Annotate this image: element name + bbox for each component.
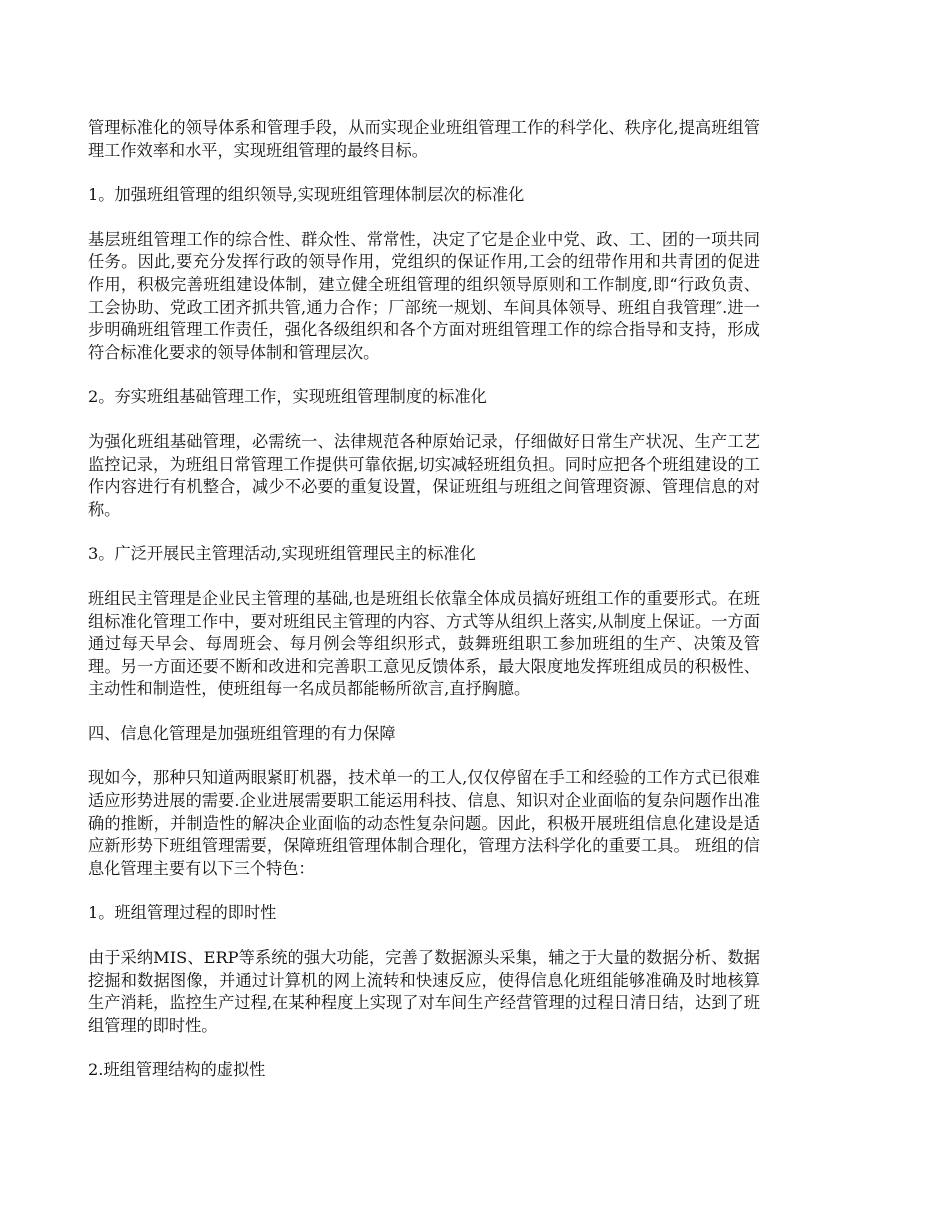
subsection-heading-1: 1。班组管理过程的即时性	[88, 903, 277, 923]
paragraph-3: 班组民主管理是企业民主管理的基础,也是班组长依靠全体成员搞好班组工作的重要形式。在班组标准化管理工作中，要对班组民主管理的内容、方式等从组织上落实,从制度上保证。一方面通过每天早会、每周班会、每月例会等组织形式，鼓舞班组职工参加班组的生产、决策及管理。另一方面还要不断和改进和完善职工意见反馈体系，最大限度地发挥班组成员的积极性、主动性和制造性，使班组每一名成员都能畅所欲言,直抒胸臆。	[88, 588, 760, 699]
section-heading-4: 四、信息化管理是加强班组管理的有力保障	[88, 723, 396, 743]
paragraph-5: 由于采纳MIS、ERP等系统的强大功能，完善了数据源头采集，辅之于大量的数据分析、数据挖掘和数据图像，并通过计算机的网上流转和快速反应，使得信息化班组能够准确及时地核算生产消耗，监控生产过程,在某种程度上实现了对车间生产经营管理的过程日清日结，达到了班组管理的即时性。	[88, 948, 760, 1035]
document-page	[88, 117, 760, 1104]
paragraph-2: 为强化班组基础管理，必需统一、法律规范各种原始记录，仔细做好日常生产状况、生产工艺监控记录，为班组日常管理工作提供可靠依据,切实减轻班组负担。同时应把各个班组建设的工作内容进行有机整合，减少不必要的重复设置，保证班组与班组之间管理资源、管理信息的对称。	[88, 431, 760, 519]
section-heading-1: 1。加强班组管理的组织领导,实现班组管理体制层次的标准化	[88, 185, 525, 205]
section-heading-3: 3。广泛开展民主管理活动,实现班组管理民主的标准化	[88, 544, 476, 564]
section-heading-2: 2。夯实班组基础管理工作，实现班组管理制度的标准化	[88, 387, 487, 407]
paragraph-1: 基层班组管理工作的综合性、群众性、常常性，决定了它是企业中党、政、工、团的一项共同任务。因此,要充分发挥行政的领导作用，党组织的保证作用,工会的纽带作用和共青团的促进作用，积极完善班组建设体制，建立健全班组管理的组织领导原则和工作制度,即“行政负责、工会协助、党政工团齐抓共管,通力合作；厂部统一规划、车间具体领导、班组自我管理″.进一步明确班组管理工作责任，强化各级组织和各个方面对班组管理工作的综合指导和支持，形成符合标准化要求的领导体制和管理层次。	[88, 229, 760, 362]
paragraph-4: 现如今，那种只知道两眼紧盯机器，技术单一的工人,仅仅停留在手工和经验的工作方式已很难适应形势进展的需要.企业进展需要职工能运用科技、信息、知识对企业面临的复杂问题作出准确的推断，并制造性的解决企业面临的动态性复杂问题。因此，积极开展班组信息化建设是适应新形势下班组管理需要，保障班组管理体制合理化，管理方法科学化的重要工具。 班组的信息化管理主要有以下三个特色：	[88, 768, 760, 878]
subsection-heading-2: 2.班组管理结构的虚拟性	[88, 1060, 266, 1080]
paragraph-intro: 管理标准化的领导体系和管理手段，从而实现企业班组管理工作的科学化、秩序化,提高班组管理工作效率和水平，实现班组管理的最终目标。	[88, 118, 760, 160]
